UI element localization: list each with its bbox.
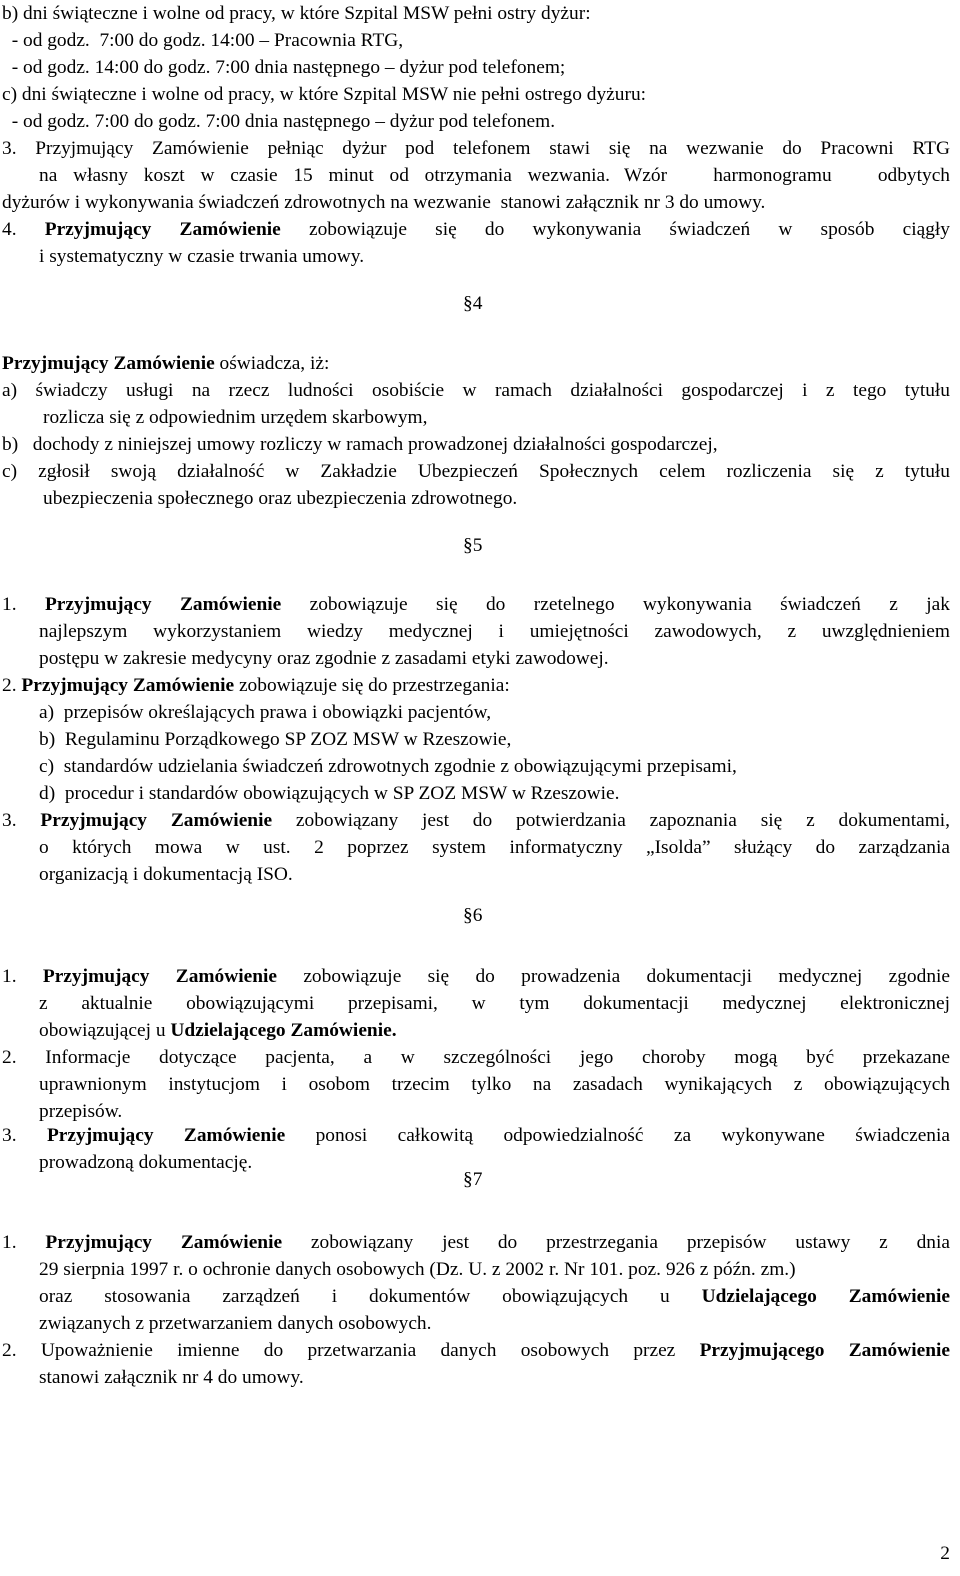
text-line (39, 245, 364, 269)
text-run: obowiązującej u (39, 1020, 171, 1041)
text-run: d) procedur i standardów obowiązujących w SP ZOZ MSW w Rzeszowie. (39, 783, 620, 804)
text-run: 3. (2, 1125, 47, 1146)
bold-text: Przyjmujący Zamówienie (44, 594, 282, 615)
text-run: 1. (2, 1232, 46, 1253)
text-run: uprawnionym instytucjom i osobom trzecim tylko na zasadach wynikających z obowiązujących (39, 1074, 950, 1095)
text-line (39, 1258, 796, 1282)
text-line (39, 1073, 950, 1097)
text-line (39, 863, 293, 887)
text-run: 2. (2, 675, 22, 696)
text-line (39, 1312, 431, 1336)
text-line (2, 83, 646, 107)
bold-text: Przyjmujący Zamówienie (40, 810, 273, 831)
text-line (2, 1046, 950, 1070)
text-line (2, 460, 950, 484)
text-line (2, 379, 950, 403)
text-line (2, 352, 329, 376)
text-line (2, 1124, 950, 1148)
text-run: b) Regulaminu Porządkowego SP ZOZ MSW w Rzeszowie, (39, 729, 512, 750)
text-line (2, 433, 718, 457)
text-run: - od godz. 7:00 do godz. 14:00 – Pracownia RTG, (2, 30, 404, 51)
section-heading-s4: §4 (463, 293, 483, 314)
bold-text: Przyjmujący Zamówienie (46, 1125, 286, 1146)
text-run: ponosi całkowitą odpowiedzialność za wykonywane świadczenia (285, 1125, 950, 1146)
text-run: oświadcza, iż: (214, 353, 330, 374)
bold-text: Udzielającego Zamówienie. (170, 1020, 397, 1041)
page-number: 2 (940, 1543, 950, 1564)
bold-text: Przyjmujący Zamówienie (21, 675, 235, 696)
text-line (39, 1285, 950, 1309)
text-line (2, 1231, 950, 1255)
text-line (39, 620, 950, 644)
section-heading-s5: §5 (463, 535, 483, 556)
text-line (2, 2, 591, 26)
text-line (43, 487, 517, 511)
text-run: - od godz. 14:00 do godz. 7:00 dnia następnego – dyżur pod telefonem; (2, 57, 566, 78)
text-run: c) zgłosił swoją działalność w Zakładzie Ubezpieczeń Społecznych celem rozliczenia się z tytułu (2, 461, 950, 482)
text-run: organizacją i dokumentacją ISO. (39, 864, 293, 885)
section-heading-s6: §6 (463, 905, 483, 926)
bold-text: Przyjmujący Zamówienie (45, 1232, 283, 1253)
text-line (39, 1019, 397, 1043)
text-run: zobowiązany jest do przestrzegania przepisów ustawy z dnia (282, 1232, 951, 1253)
text-line (39, 728, 511, 752)
text-run: b) dochody z niniejszej umowy rozliczy w ramach prowadzonej działalności gospodarczej, (2, 434, 718, 455)
text-line (39, 836, 950, 860)
text-run: przepisów. (39, 1101, 123, 1122)
text-run: a) przepisów określających prawa i obowiązki pacjentów, (39, 702, 492, 723)
text-line (39, 647, 609, 671)
text-run: c) standardów udzielania świadczeń zdrowotnych zgodnie z obowiązującymi przepisami, (39, 756, 737, 777)
text-line (39, 1151, 252, 1175)
text-run: zobowiązuje się do rzetelnego wykonywania świadczeń z jak (281, 594, 950, 615)
text-line (2, 674, 510, 698)
text-run: 4. (2, 219, 45, 240)
text-line (2, 1339, 950, 1363)
text-line (2, 191, 765, 215)
text-line (2, 809, 950, 833)
text-line (39, 701, 491, 725)
text-run: związanych z przetwarzaniem danych osobowych. (39, 1313, 432, 1334)
text-line (39, 164, 610, 188)
text-run: najlepszym wykorzystaniem wiedzy medycznej i umiejętności zawodowych, z uwzględnieniem (39, 621, 950, 642)
bold-text: Przyjmujący Zamówienie (2, 353, 215, 374)
text-line (39, 992, 950, 1016)
text-run: 3. (2, 810, 41, 831)
text-run: - od godz. 7:00 do godz. 7:00 dnia następnego – dyżur pod telefonem. (2, 111, 556, 132)
text-line (2, 110, 555, 134)
text-run: z aktualnie obowiązującymi przepisami, w tym dokumentacji medycznej elektronicznej (39, 993, 950, 1014)
text-line (39, 1100, 122, 1124)
text-run: 2. Informacje dotyczące pacjenta, a w szczególności jego choroby mogą być przekazane (2, 1047, 950, 1068)
text-line (39, 755, 737, 779)
text-line (624, 164, 950, 188)
text-run: rozlicza się z odpowiednim urzędem skarbowym, (43, 407, 428, 428)
text-run: zobowiązuje się do przestrzegania: (234, 675, 510, 696)
bold-text: Udzielającego Zamówienie (701, 1286, 950, 1307)
text-run: oraz stosowania zarządzeń i dokumentów obowiązujących u (39, 1286, 702, 1307)
text-line (2, 965, 950, 989)
text-run: ubezpieczenia społecznego oraz ubezpieczenia zdrowotnego. (43, 488, 518, 509)
text-run: 3. Przyjmujący Zamówienie pełniąc dyżur pod telefonem stawi się na wezwanie do Pracowni RTG (2, 138, 950, 159)
text-line (2, 56, 565, 80)
bold-text: Przyjmującego Zamówienie (699, 1340, 950, 1361)
text-run: postępu w zakresie medycyny oraz zgodnie z zasadami etyki zawodowej. (39, 648, 609, 669)
text-line (39, 1366, 304, 1390)
text-run: 2. Upoważnienie imienne do przetwarzania danych osobowych przez (2, 1340, 700, 1361)
bold-text: Przyjmujący Zamówienie (44, 219, 281, 240)
text-run: o których mowa w ust. 2 poprzez system informatyczny „Isolda” służący do zarządzania (39, 837, 950, 858)
text-line (2, 593, 950, 617)
text-run: prowadzoną dokumentację. (39, 1152, 253, 1173)
text-line (2, 137, 950, 161)
text-run: zobowiązuje się do wykonywania świadczeń w sposób ciągły (280, 219, 951, 240)
text-run: b) dni świąteczne i wolne od pracy, w które Szpital MSW pełni ostry dyżur: (2, 3, 591, 24)
text-line (2, 29, 403, 53)
text-run: Wzór harmonogramu odbytych (624, 165, 950, 186)
text-run: zobowiązuje się do prowadzenia dokumentacji medycznej zgodnie (277, 966, 951, 987)
text-line (43, 406, 427, 430)
bold-text: Przyjmujący Zamówienie (42, 966, 278, 987)
text-run: stanowi załącznik nr 4 do umowy. (39, 1367, 304, 1388)
text-run: dyżurów i wykonywania świadczeń zdrowotnych na wezwanie stanowi załącznik nr 3 do umowy. (2, 192, 766, 213)
text-run: zobowiązany jest do potwierdzania zapoznania się z dokumentami, (272, 810, 951, 831)
text-run: 1. (2, 594, 45, 615)
text-run: na własny koszt w czasie 15 minut od otrzymania wezwania. (39, 165, 610, 186)
text-line (2, 218, 950, 242)
text-run: 1. (2, 966, 43, 987)
text-line (39, 782, 620, 806)
text-run: 29 sierpnia 1997 r. o ochronie danych osobowych (Dz. U. z 2002 r. Nr 101. poz. 926 z późn. zm.) (39, 1259, 796, 1280)
text-run: a) świadczy usługi na rzecz ludności osobiście w ramach działalności gospodarczej i z tego tytułu (2, 380, 950, 401)
text-run: i systematyczny w czasie trwania umowy. (39, 246, 365, 267)
text-run: c) dni świąteczne i wolne od pracy, w które Szpital MSW nie pełni ostrego dyżuru: (2, 84, 647, 105)
section-heading-s7: §7 (463, 1169, 483, 1190)
